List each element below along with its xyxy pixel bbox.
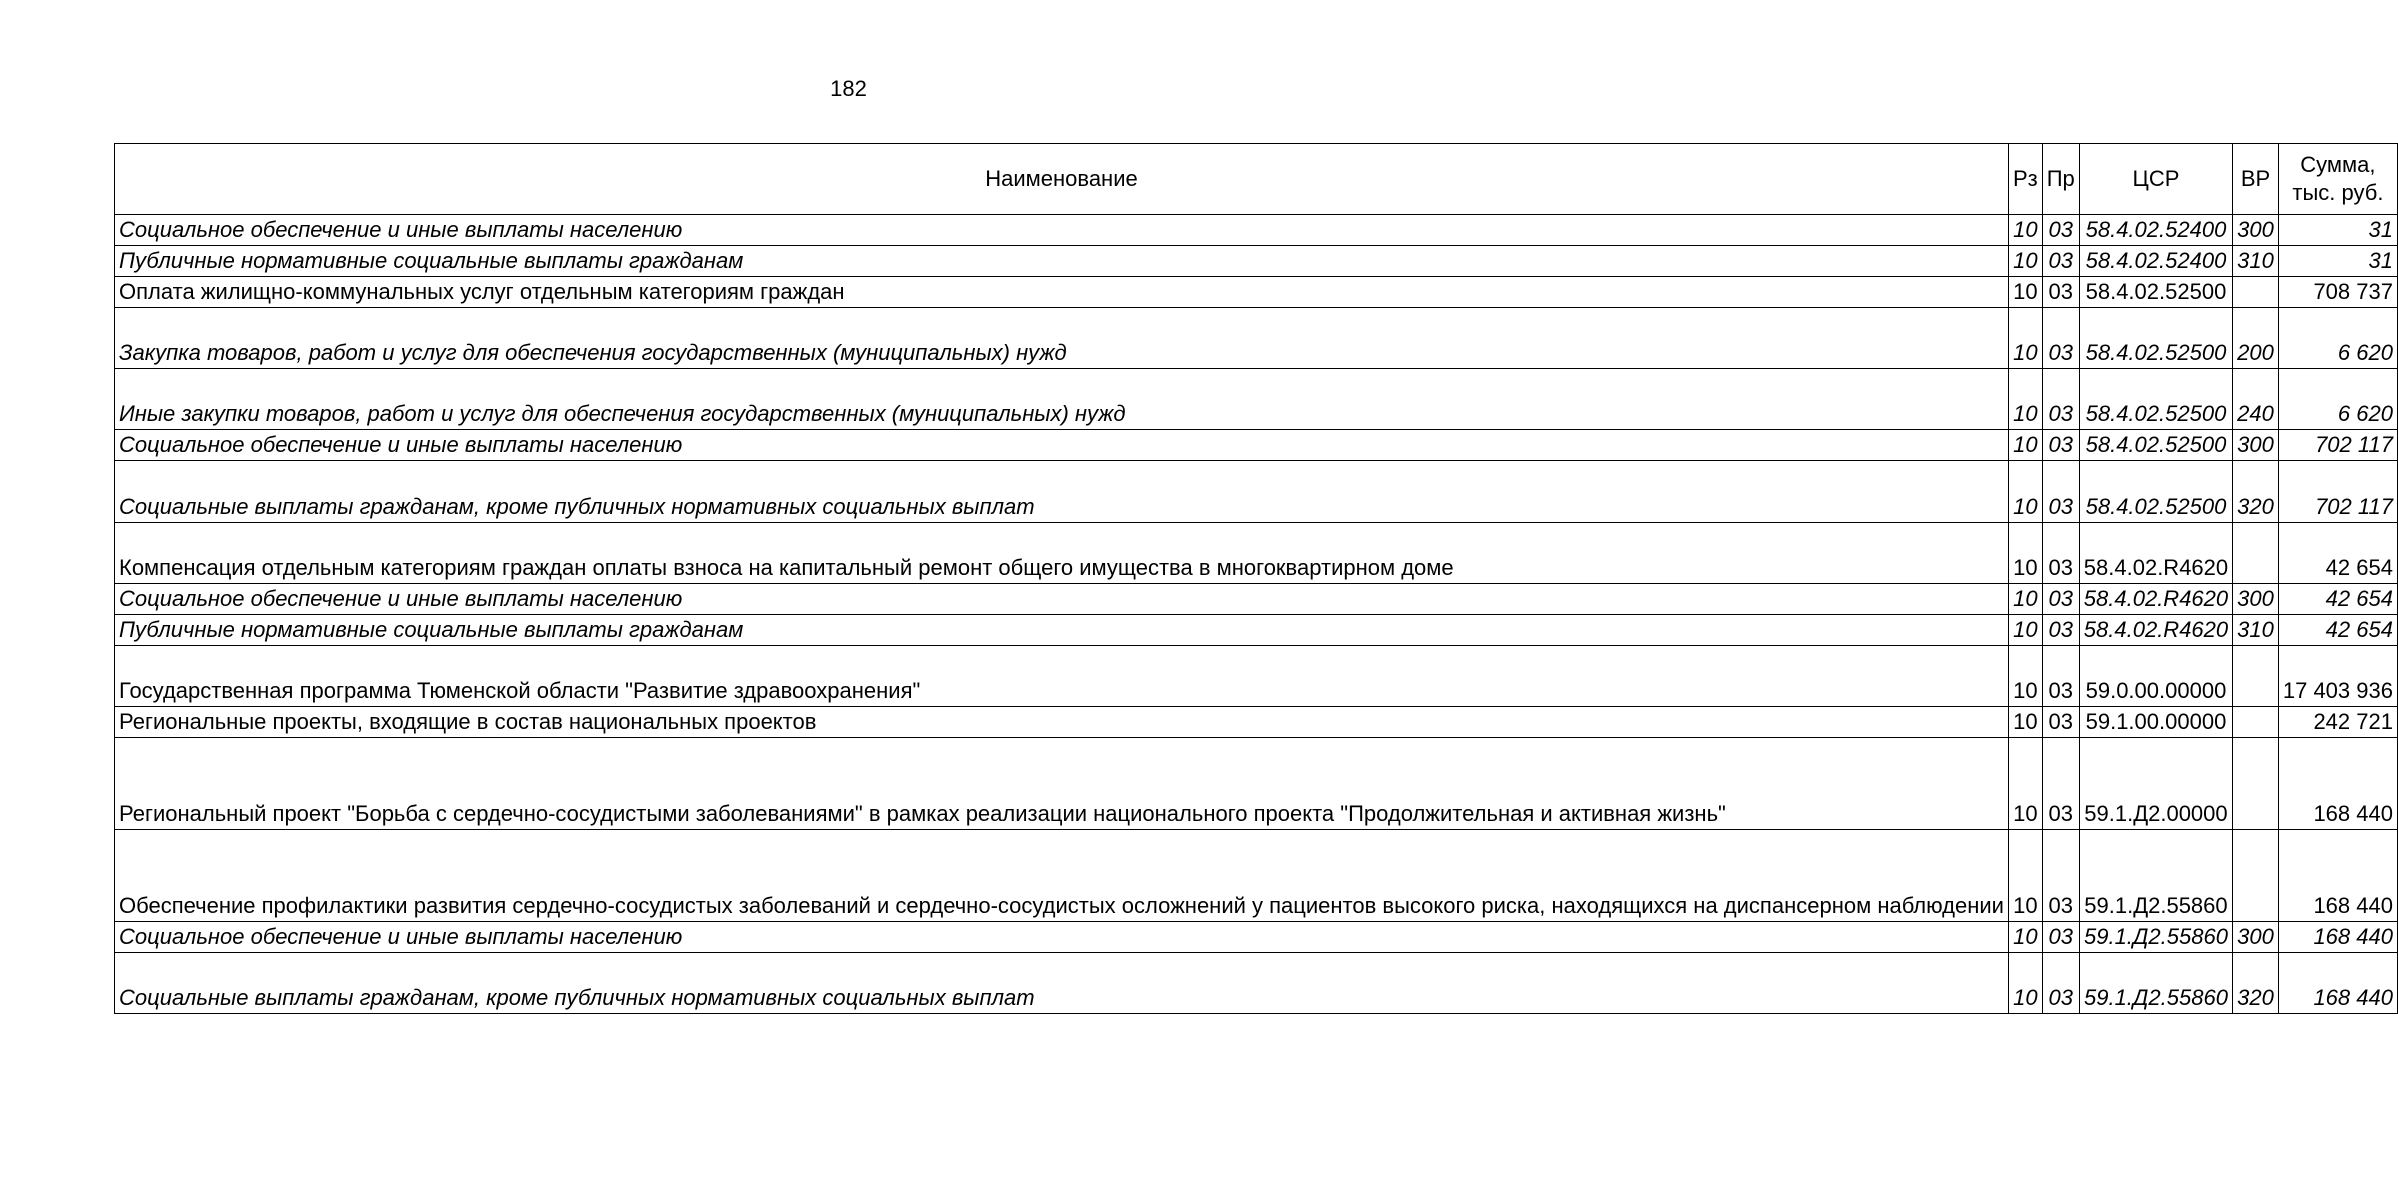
cell-vr — [2233, 706, 2279, 737]
table-row — [115, 369, 2398, 430]
cell-csr: 59.1.00.00000 — [2079, 706, 2232, 737]
cell-name: Публичные нормативные социальные выплаты гражданам — [115, 614, 2009, 645]
cell-pr: 03 — [2042, 308, 2079, 369]
cell-name: Социальное обеспечение и иные выплаты населению — [115, 215, 2009, 246]
cell-name: Иные закупки товаров, работ и услуг для обеспечения государственных (муниципальных) нужд — [115, 369, 2009, 430]
cell-rz: 10 — [2008, 829, 2042, 921]
cell-vr: 300 — [2233, 430, 2279, 461]
table-row — [115, 522, 2398, 583]
cell-sum: 42 654 — [2278, 583, 2397, 614]
cell-rz: 10 — [2008, 430, 2042, 461]
table-row — [115, 277, 2398, 308]
cell-sum: 6 620 — [2278, 308, 2397, 369]
table-row — [115, 706, 2398, 737]
table-row — [115, 921, 2398, 952]
cell-rz: 10 — [2008, 522, 2042, 583]
cell-name: Социальное обеспечение и иные выплаты населению — [115, 430, 2009, 461]
cell-rz: 10 — [2008, 645, 2042, 706]
cell-csr: 59.1.Д2.55860 — [2079, 829, 2232, 921]
cell-csr: 58.4.02.52500 — [2079, 369, 2232, 430]
cell-vr: 320 — [2233, 952, 2279, 1013]
table-row — [115, 430, 2398, 461]
table-row — [115, 246, 2398, 277]
cell-rz: 10 — [2008, 215, 2042, 246]
cell-sum: 708 737 — [2278, 277, 2397, 308]
cell-sum: 42 654 — [2278, 614, 2397, 645]
cell-pr: 03 — [2042, 277, 2079, 308]
cell-sum: 17 403 936 — [2278, 645, 2397, 706]
cell-csr: 59.1.Д2.00000 — [2079, 737, 2232, 829]
header-sum-line2: тыс. руб. — [2292, 180, 2384, 205]
table-row — [115, 614, 2398, 645]
cell-name: Оплата жилищно-коммунальных услуг отдельным категориям граждан — [115, 277, 2009, 308]
cell-name: Региональный проект "Борьба с сердечно-сосудистыми заболеваниями" в рамках реализации национального проекта "Продолжительная и активная жизнь" — [115, 737, 2009, 829]
cell-pr: 03 — [2042, 829, 2079, 921]
header-pr: Пр — [2042, 144, 2079, 215]
header-rz: Рз — [2008, 144, 2042, 215]
cell-rz: 10 — [2008, 277, 2042, 308]
cell-sum: 31 — [2278, 246, 2397, 277]
cell-csr: 58.4.02.52400 — [2079, 246, 2232, 277]
cell-pr: 03 — [2042, 430, 2079, 461]
cell-csr: 58.4.02.52500 — [2079, 308, 2232, 369]
cell-sum: 242 721 — [2278, 706, 2397, 737]
table-row — [115, 829, 2398, 921]
cell-sum: 168 440 — [2278, 737, 2397, 829]
cell-csr: 58.4.02.52400 — [2079, 215, 2232, 246]
cell-rz: 10 — [2008, 461, 2042, 522]
cell-vr — [2233, 645, 2279, 706]
cell-pr: 03 — [2042, 952, 2079, 1013]
cell-name: Региональные проекты, входящие в состав национальных проектов — [115, 706, 2009, 737]
cell-name: Социальное обеспечение и иные выплаты населению — [115, 583, 2009, 614]
cell-sum: 6 620 — [2278, 369, 2397, 430]
cell-rz: 10 — [2008, 308, 2042, 369]
cell-vr: 200 — [2233, 308, 2279, 369]
cell-rz: 10 — [2008, 706, 2042, 737]
cell-name: Закупка товаров, работ и услуг для обеспечения государственных (муниципальных) нужд — [115, 308, 2009, 369]
cell-vr — [2233, 829, 2279, 921]
cell-sum: 168 440 — [2278, 829, 2397, 921]
header-name: Наименование — [115, 144, 2009, 215]
cell-rz: 10 — [2008, 952, 2042, 1013]
cell-csr: 58.4.02.52500 — [2079, 461, 2232, 522]
cell-vr: 310 — [2233, 246, 2279, 277]
cell-name: Компенсация отдельным категориям граждан оплаты взноса на капитальный ремонт общего имущества в многоквартирном доме — [115, 522, 2009, 583]
cell-vr: 300 — [2233, 583, 2279, 614]
cell-csr: 58.4.02.R4620 — [2079, 522, 2232, 583]
cell-csr: 58.4.02.R4620 — [2079, 583, 2232, 614]
table-body — [115, 215, 2398, 1014]
cell-name: Социальные выплаты гражданам, кроме публичных нормативных социальных выплат — [115, 461, 2009, 522]
cell-pr: 03 — [2042, 614, 2079, 645]
cell-vr — [2233, 277, 2279, 308]
header-sum — [2278, 144, 2397, 215]
cell-csr: 58.4.02.52500 — [2079, 277, 2232, 308]
table-row — [115, 737, 2398, 829]
cell-vr: 320 — [2233, 461, 2279, 522]
table-row — [115, 215, 2398, 246]
cell-csr: 59.1.Д2.55860 — [2079, 952, 2232, 1013]
cell-vr: 240 — [2233, 369, 2279, 430]
table-row — [115, 645, 2398, 706]
cell-sum: 702 117 — [2278, 430, 2397, 461]
table-header-row — [115, 144, 2398, 215]
cell-csr: 58.4.02.52500 — [2079, 430, 2232, 461]
cell-pr: 03 — [2042, 461, 2079, 522]
cell-name: Обеспечение профилактики развития сердечно-сосудистых заболеваний и сердечно-сосудистых осложнений у пациентов высокого риска, находящихся на диспансерном наблюдении — [115, 829, 2009, 921]
cell-sum: 168 440 — [2278, 921, 2397, 952]
cell-vr — [2233, 522, 2279, 583]
cell-pr: 03 — [2042, 369, 2079, 430]
table-row — [115, 308, 2398, 369]
table-row — [115, 461, 2398, 522]
cell-name: Социальное обеспечение и иные выплаты населению — [115, 921, 2009, 952]
cell-csr: 58.4.02.R4620 — [2079, 614, 2232, 645]
cell-rz: 10 — [2008, 246, 2042, 277]
cell-vr: 300 — [2233, 215, 2279, 246]
cell-rz: 10 — [2008, 614, 2042, 645]
cell-rz: 10 — [2008, 737, 2042, 829]
header-csr: ЦСР — [2079, 144, 2232, 215]
cell-pr: 03 — [2042, 522, 2079, 583]
cell-rz: 10 — [2008, 583, 2042, 614]
cell-sum: 702 117 — [2278, 461, 2397, 522]
cell-pr: 03 — [2042, 921, 2079, 952]
cell-name: Государственная программа Тюменской области "Развитие здравоохранения" — [115, 645, 2009, 706]
cell-vr: 310 — [2233, 614, 2279, 645]
cell-csr: 59.1.Д2.55860 — [2079, 921, 2232, 952]
table-row — [115, 952, 2398, 1013]
cell-name: Публичные нормативные социальные выплаты гражданам — [115, 246, 2009, 277]
cell-pr: 03 — [2042, 215, 2079, 246]
cell-sum: 31 — [2278, 215, 2397, 246]
cell-pr: 03 — [2042, 583, 2079, 614]
header-sum-line1: Сумма, — [2300, 152, 2376, 177]
cell-rz: 10 — [2008, 921, 2042, 952]
cell-rz: 10 — [2008, 369, 2042, 430]
cell-name: Социальные выплаты гражданам, кроме публичных нормативных социальных выплат — [115, 952, 2009, 1013]
cell-pr: 03 — [2042, 737, 2079, 829]
cell-sum: 168 440 — [2278, 952, 2397, 1013]
cell-pr: 03 — [2042, 706, 2079, 737]
cell-csr: 59.0.00.00000 — [2079, 645, 2232, 706]
cell-pr: 03 — [2042, 246, 2079, 277]
header-vr: ВР — [2233, 144, 2279, 215]
page-number: 182 — [830, 76, 867, 101]
cell-vr: 300 — [2233, 921, 2279, 952]
budget-table — [114, 143, 2398, 1014]
cell-pr: 03 — [2042, 645, 2079, 706]
cell-sum: 42 654 — [2278, 522, 2397, 583]
table-row — [115, 583, 2398, 614]
cell-vr — [2233, 737, 2279, 829]
